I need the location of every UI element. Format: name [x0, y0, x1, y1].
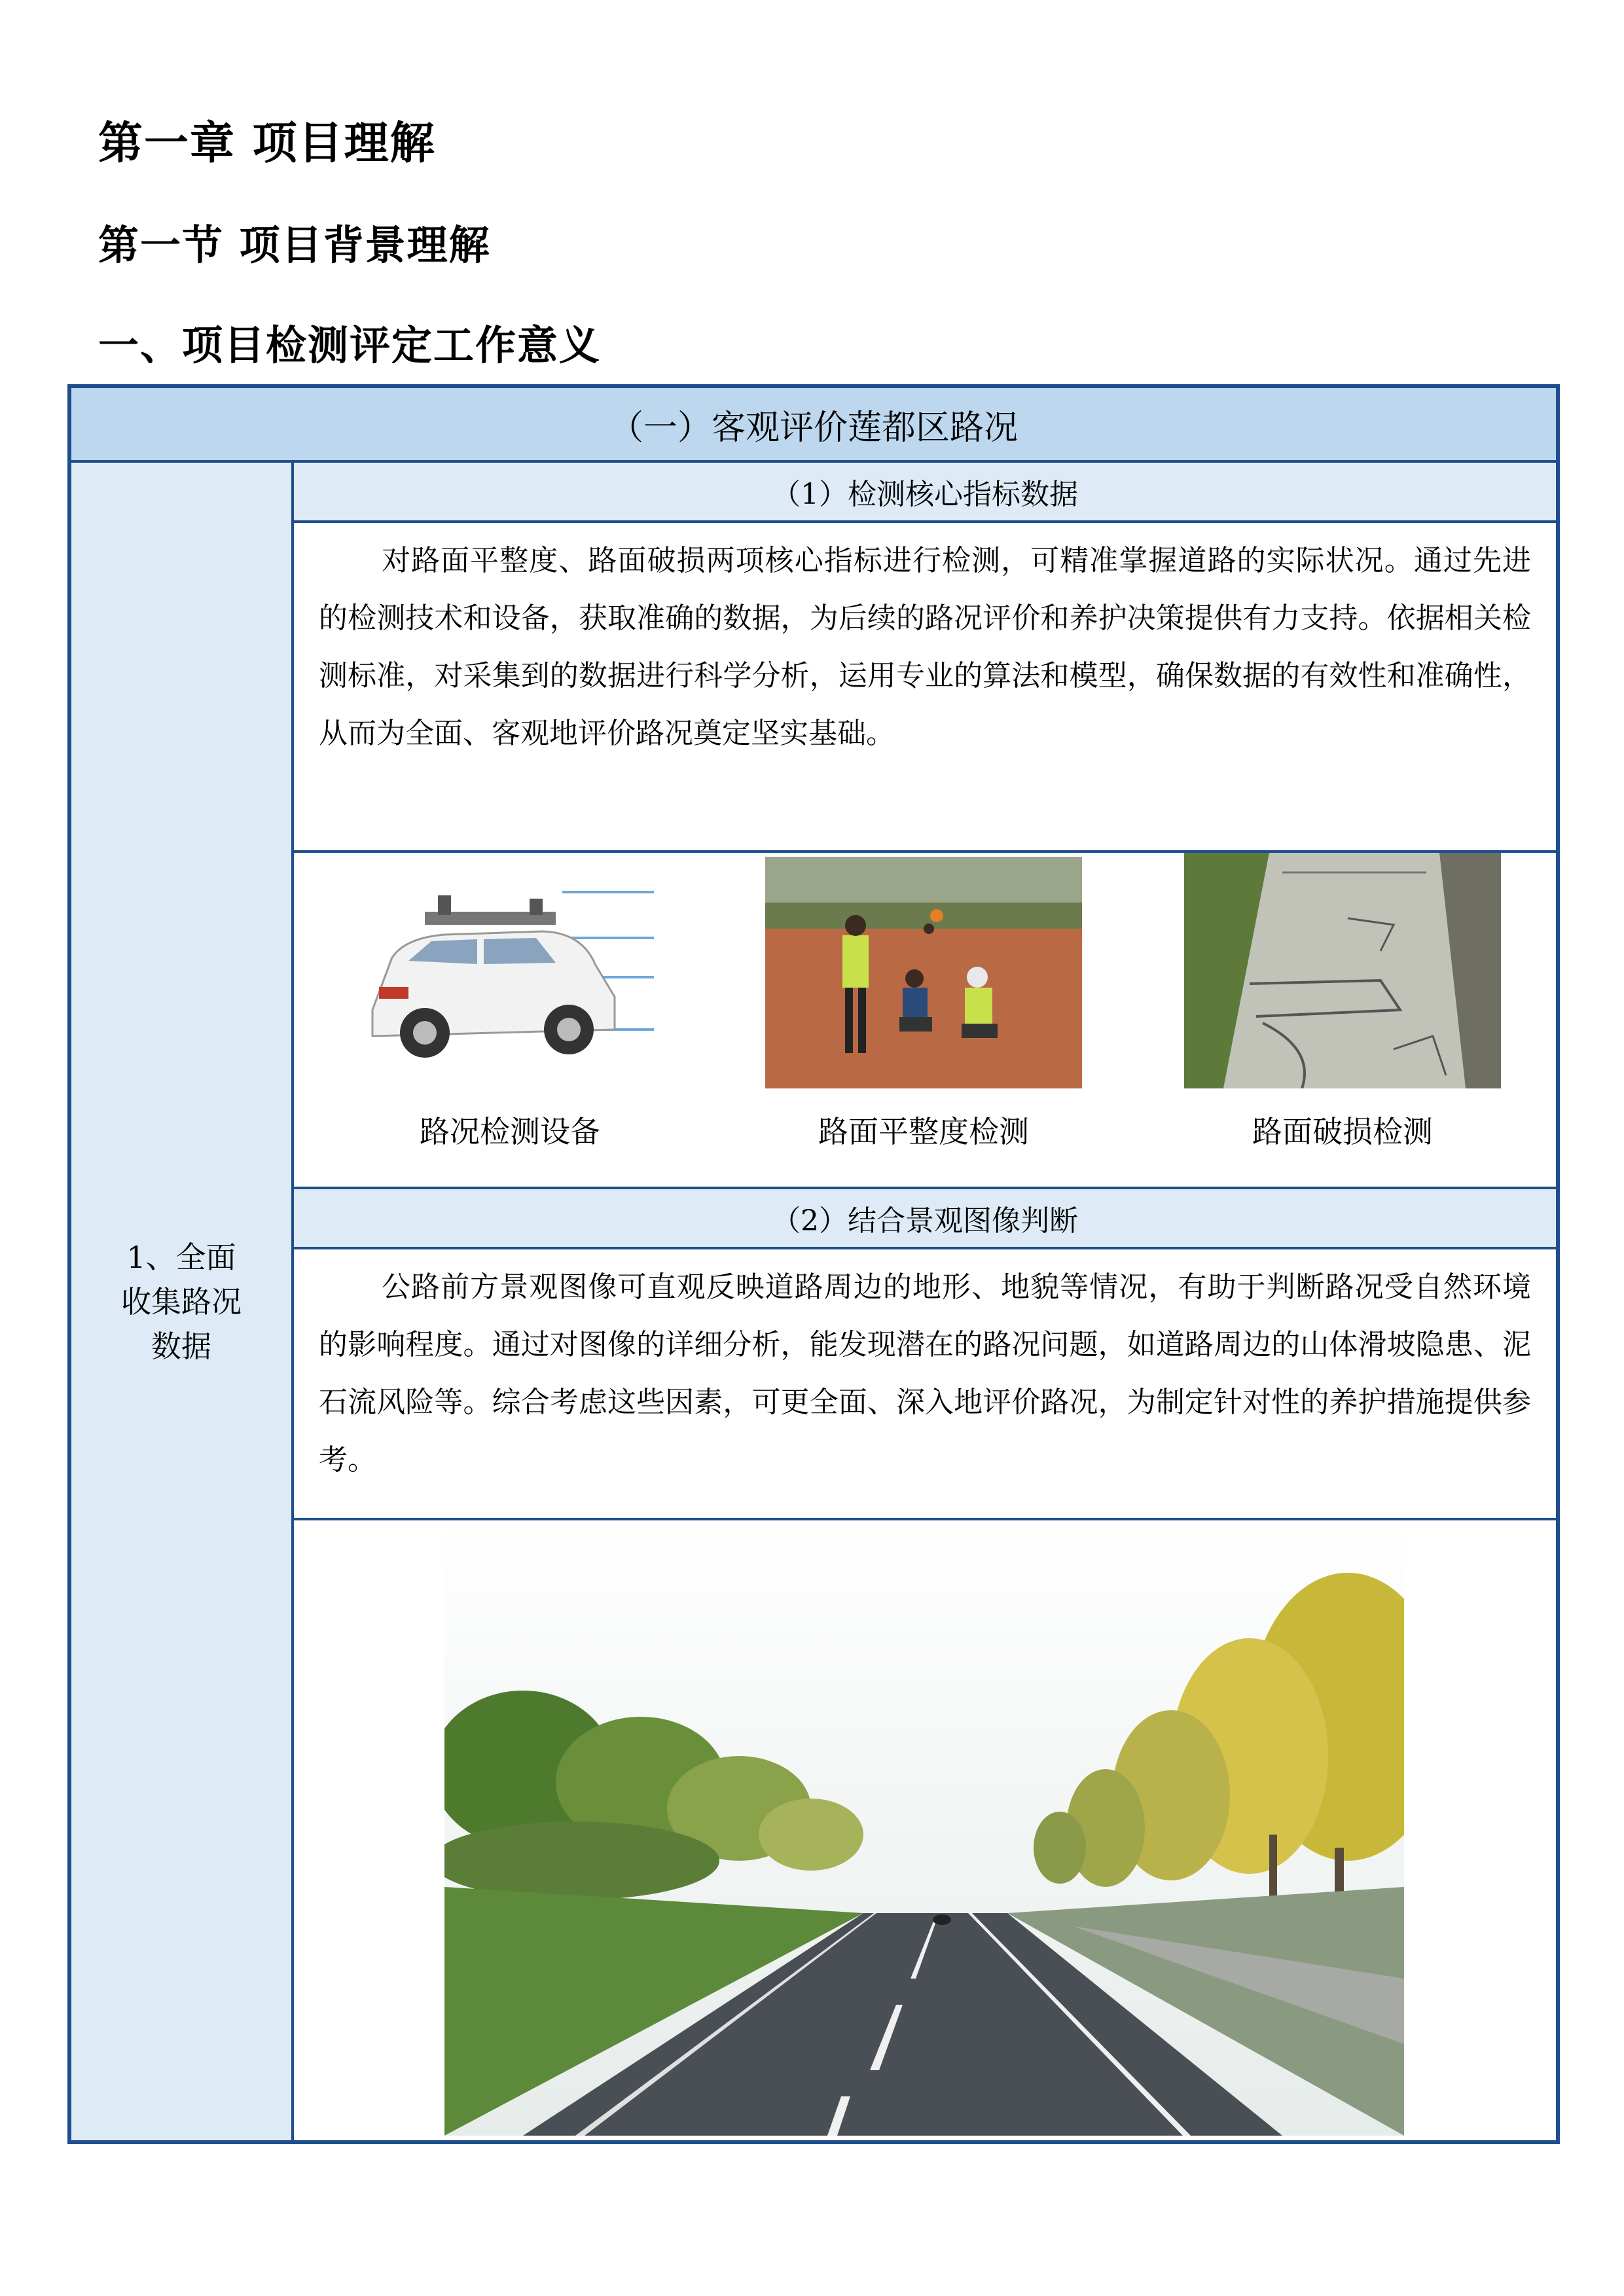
section-title: 第一节 项目背景理解 — [98, 221, 491, 269]
block1-header: （1）检测核心指标数据 — [294, 463, 1556, 523]
cracked-pavement-image — [1184, 853, 1501, 1088]
caption-flatness-test: 路面平整度检测 — [818, 1114, 1029, 1149]
block2-header: （2）结合景观图像判断 — [294, 1189, 1556, 1249]
table-title: （一）客观评价莲都区路况 — [71, 388, 1556, 463]
row-label — [71, 463, 294, 2140]
inspection-vehicle-image — [346, 866, 674, 1088]
row-label-text: 1、全面收集路况数据 — [121, 1239, 242, 1364]
road-survey-workers-image — [765, 857, 1082, 1088]
block2-paragraph: 公路前方景观图像可直观反映道路周边的地形、地貌等情况，有助于判断路况受自然环境的影响程度。通过对图像的详细分析，能发现潜在的路况问题，如道路周边的山体滑坡隐患、泥石流风险等。综合考虑这些因素，可更全面、深入地评价路况，为制定针对性的养护措施提供参考。 — [294, 1249, 1556, 1520]
block1-image-row — [294, 853, 1556, 1189]
block2-image-cell — [294, 1520, 1556, 2140]
tree-lined-road-image — [444, 1520, 1404, 2136]
caption-damage-test: 路面破损检测 — [1252, 1114, 1433, 1149]
info-table — [67, 384, 1560, 2144]
chapter-title: 第一章 项目理解 — [98, 117, 436, 170]
caption-inspection-vehicle: 路况检测设备 — [420, 1114, 600, 1149]
subsection-title: 一、项目检测评定工作意义 — [98, 321, 602, 369]
block1-paragraph: 对路面平整度、路面破损两项核心指标进行检测，可精准掌握道路的实际状况。通过先进的检测技术和设备，获取准确的数据，为后续的路况评价和养护决策提供有力支持。依据相关检测标准，对采集到的数据进行科学分析，运用专业的算法和模型，确保数据的有效性和准确性，从而为全面、客观地评价路况奠定坚实基础。 — [294, 523, 1556, 853]
